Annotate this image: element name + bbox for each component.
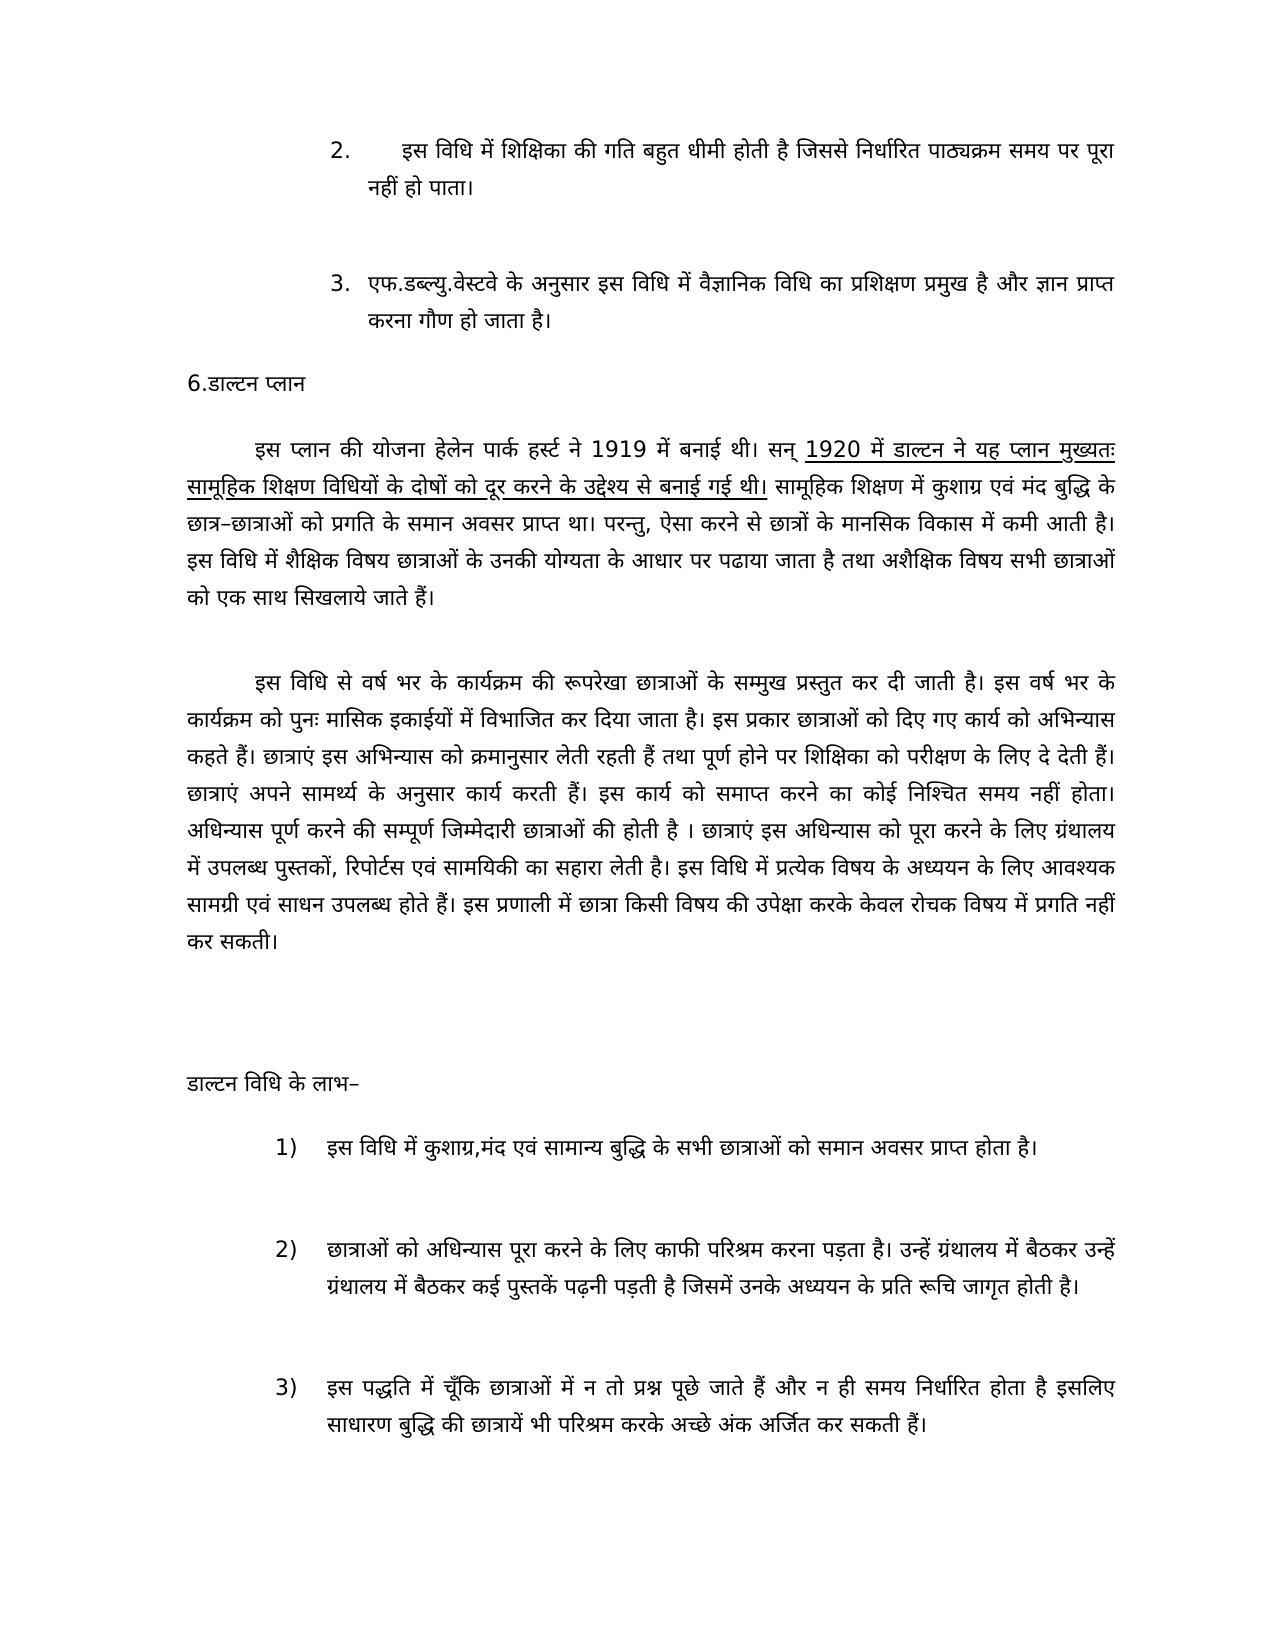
benefit-text: छात्राओं को अधिन्यास पूरा करने के लिए काफी परिश्रम करना पड़ता है। उन्हें ग्रंथालय में बैठकर उन्हें ग्रंथालय में बैठकर कई पुस्तकें पढ़नी पड़ती है जिसमें उनके अध्ययन के प्रति रूचि जागृत होती है। — [327, 1238, 1115, 1300]
paragraph-text: इस प्लान की योजना हेलेन पार्क हर्स्ट ने 1919 में बनाई थी। सन् — [255, 438, 805, 463]
list-number: 2. — [330, 139, 351, 164]
benefit-item — [275, 1232, 1115, 1352]
underlined-text: 1920 में डाल्टन ने यह प्लान मुख्यतः सामूहिक शिक्षण विधियों के दोषों को दूर करने के उद्देश्य से बनाई गई थी। — [187, 438, 1115, 500]
benefit-number: 2) — [275, 1238, 298, 1263]
benefit-item — [275, 1370, 1115, 1490]
list-text: एफ.डब्ल्यु.वेस्टवे के अनुसार इस विधि में वैज्ञानिक विधि का प्रशिक्षण प्रमुख है और ज्ञान प्राप्त करना गौण हो जाता है। — [368, 272, 1114, 334]
benefit-number: 1) — [275, 1136, 298, 1161]
benefit-text: इस विधि में कुशाग्र,मंद एवं सामान्य बुद्धि के सभी छात्राओं को समान अवसर प्राप्त होता है। — [327, 1136, 1038, 1161]
list-item — [330, 266, 1115, 346]
list-number: 3. — [330, 272, 351, 297]
benefits-heading: डाल्टन विधि के लाभ– — [187, 1072, 360, 1097]
paragraph: इस विधि से वर्ष भर के कार्यक्रम की रूपरेखा छात्राओं के सम्मुख प्रस्तुत कर दी जाती है। इस वर्ष भर के कार्यक्रम को पुनः मासिक इकाईयों में विभाजित कर दिया जाता है। इस प्रकार छात्राओं को दिए गए कार्य को अभिन्यास कहते हैं। छात्राएं इस अभिन्यास को क्रमानुसार लेती रहती हैं तथा पूर्ण होने पर शिक्षिका को परीक्षण के लिए दे देती हैं। छात्राएं अपने सामर्थ्य के अनुसार कार्य करती हैं। इस कार्य को समाप्त करने का कोई निश्चित समय नहीं होता। अधिन्यास पूर्ण करने की सम्पूर्ण जिम्मेदारी छात्राओं की होती है । छात्राएं इस अधिन्यास को पूरा करने के लिए ग्रंथालय में उपलब्ध पुस्तकों, रिपोर्टस एवं सामयिकी का सहारा लेती है। इस विधि में प्रत्येक विषय के अध्ययन के लिए आवश्यक सामग्री एवं साधन उपलब्ध होते हैं। इस प्रणाली में छात्रा किसी विषय की उपेक्षा करके केवल रोचक विषय में प्रगति नहीं कर सकती। — [187, 671, 1115, 955]
benefit-item — [275, 1130, 1115, 1210]
section-heading: 6.डाल्टन प्लान — [187, 372, 306, 397]
list-text: इस विधि में शिक्षिका की गति बहुत धीमी होती है जिससे निर्धारित पाठ्यक्रम समय पर पूरा नहीं हो पाता। — [368, 139, 1114, 201]
benefit-text: इस पद्धति में चूँकि छात्राओं में न तो प्रश्न पूछे जाते हैं और न ही समय निर्धारित होता है इसलिए साधारण बुद्धि की छात्रायें भी परिश्रम करके अच्छे अंक अर्जित कर सकती हैं। — [327, 1376, 1115, 1438]
list-item — [330, 133, 1115, 213]
paragraph — [187, 432, 1115, 617]
benefit-number: 3) — [275, 1376, 298, 1401]
paragraph-text: सामूहिक शिक्षण में कुशाग्र एवं मंद बुद्धि के छात्र–छात्राओं को प्रगति के समान अवसर प्राप्त था। परन्तु, ऐसा करने से छात्रों के मानसिक विकास में कमी आती है। इस विधि में शैक्षिक विषय छात्राओं के उनकी योग्यता के आधार पर पढाया जाता है तथा अशैक्षिक विषय सभी छात्राओं को एक साथ सिखलाये जाते हैं। — [187, 475, 1116, 611]
